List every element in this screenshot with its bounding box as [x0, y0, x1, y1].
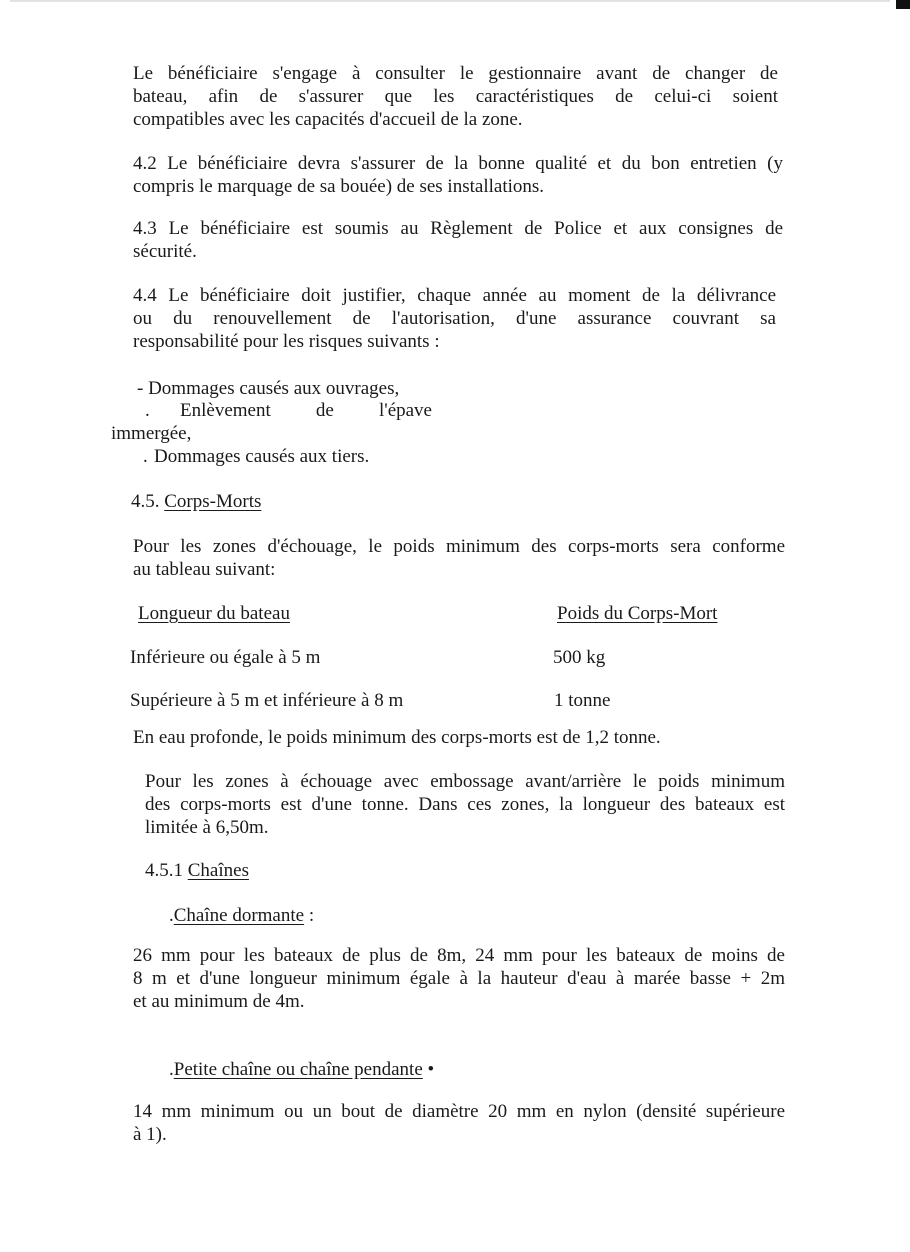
subheading-petite-chaine — [169, 1058, 434, 1081]
text-line: Pour les zones à échouage avec embossage avant/arrière le poids minimum — [145, 771, 785, 792]
text-line: 4.2 Le bénéficiaire devra s'assurer de la bonne qualité et du bon entretien (y — [133, 153, 783, 174]
section-heading-4-5-1 — [145, 859, 249, 882]
text-line: 4.3 Le bénéficiaire est soumis au Règlement de Police et aux consignes de — [133, 218, 783, 239]
paragraph-4-5-intro — [133, 535, 785, 581]
list-item: Dommages causés aux tiers. — [154, 446, 370, 467]
weight-table — [0, 602, 910, 712]
paragraph-4-1 — [133, 62, 778, 131]
scan-top-edge — [10, 0, 890, 2]
subheading-suffix: • — [422, 1059, 435, 1080]
section-heading-4-5 — [131, 490, 261, 513]
text-line: En eau profonde, le poids minimum des corps-morts est de 1,2 tonne. — [133, 727, 661, 748]
text-line: Le bénéficiaire s'engage à consulter le gestionnaire avant de changer de — [133, 63, 778, 84]
paragraph-4-2 — [133, 152, 783, 198]
paragraph-petite-chaine — [133, 1100, 785, 1146]
paragraph-deep-water — [133, 726, 661, 749]
table-cell-weight: 500 kg — [553, 647, 606, 668]
text-line: 14 mm minimum ou un bout de diamètre 20 mm en nylon (densité supérieure — [133, 1101, 785, 1122]
scan-corner-mark — [896, 0, 910, 9]
section-title: Corps-Morts — [164, 491, 262, 512]
list-item: - Dommages causés aux ouvrages, — [137, 378, 400, 399]
subheading-title: Chaîne dormante — [173, 905, 305, 926]
text-line: 8 m et d'une longueur minimum égale à la hauteur d'eau à marée basse + 2m — [133, 968, 785, 989]
text-line: des corps-morts est d'une tonne. Dans ces zones, la longueur des bateaux est — [145, 794, 785, 815]
text-line: compris le marquage de sa bouée) de ses installations. — [133, 176, 545, 197]
list-item: Enlèvement de l'épave — [180, 400, 432, 421]
section-number: 4.5.1 — [145, 860, 183, 881]
text-line: à 1). — [133, 1124, 167, 1145]
table-cell-length: Supérieure à 5 m et inférieure à 8 m — [130, 690, 404, 711]
table-cell-length: Inférieure ou égale à 5 m — [130, 647, 321, 668]
text-line: 4.4 Le bénéficiaire doit justifier, chaque année au moment de la délivrance — [133, 285, 776, 306]
text-line: responsabilité pour les risques suivants : — [133, 331, 440, 352]
subheading-bullet: . — [169, 905, 174, 926]
table-cell-weight: 1 tonne — [554, 690, 611, 711]
text-line: 26 mm pour les bateaux de plus de 8m, 24 mm pour les bateaux de moins de — [133, 945, 785, 966]
text-line: bateau, afin de s'assurer que les caractéristiques de celui-ci soient — [133, 86, 778, 107]
paragraph-4-4 — [133, 284, 776, 353]
list-bullet: . — [145, 400, 150, 421]
subheading-chaine-dormante — [169, 904, 314, 927]
table-header-length: Longueur du bateau — [138, 603, 290, 624]
paragraph-chaine-dormante — [133, 944, 785, 1013]
section-number: 4.5. — [131, 491, 160, 512]
paragraph-4-3 — [133, 217, 783, 263]
table-header-weight: Poids du Corps-Mort — [557, 603, 718, 624]
list-bullet: . — [143, 446, 148, 467]
section-title: Chaînes — [187, 860, 249, 881]
text-line: au tableau suivant: — [133, 559, 276, 580]
list-item: immergée, — [111, 423, 192, 444]
text-line: ou du renouvellement de l'autorisation, d'une assurance couvrant sa — [133, 308, 776, 329]
subheading-title: Petite chaîne ou chaîne pendante — [173, 1059, 423, 1080]
text-line: sécurité. — [133, 241, 197, 262]
paragraph-embossage — [145, 770, 785, 839]
text-line: compatibles avec les capacités d'accueil de la zone. — [133, 109, 523, 130]
subheading-suffix: : — [304, 905, 315, 926]
text-line: limitée à 6,50m. — [145, 817, 269, 838]
text-line: Pour les zones d'échouage, le poids minimum des corps-morts sera conforme — [133, 536, 785, 557]
text-line: et au minimum de 4m. — [133, 991, 305, 1012]
subheading-bullet: . — [169, 1059, 174, 1080]
